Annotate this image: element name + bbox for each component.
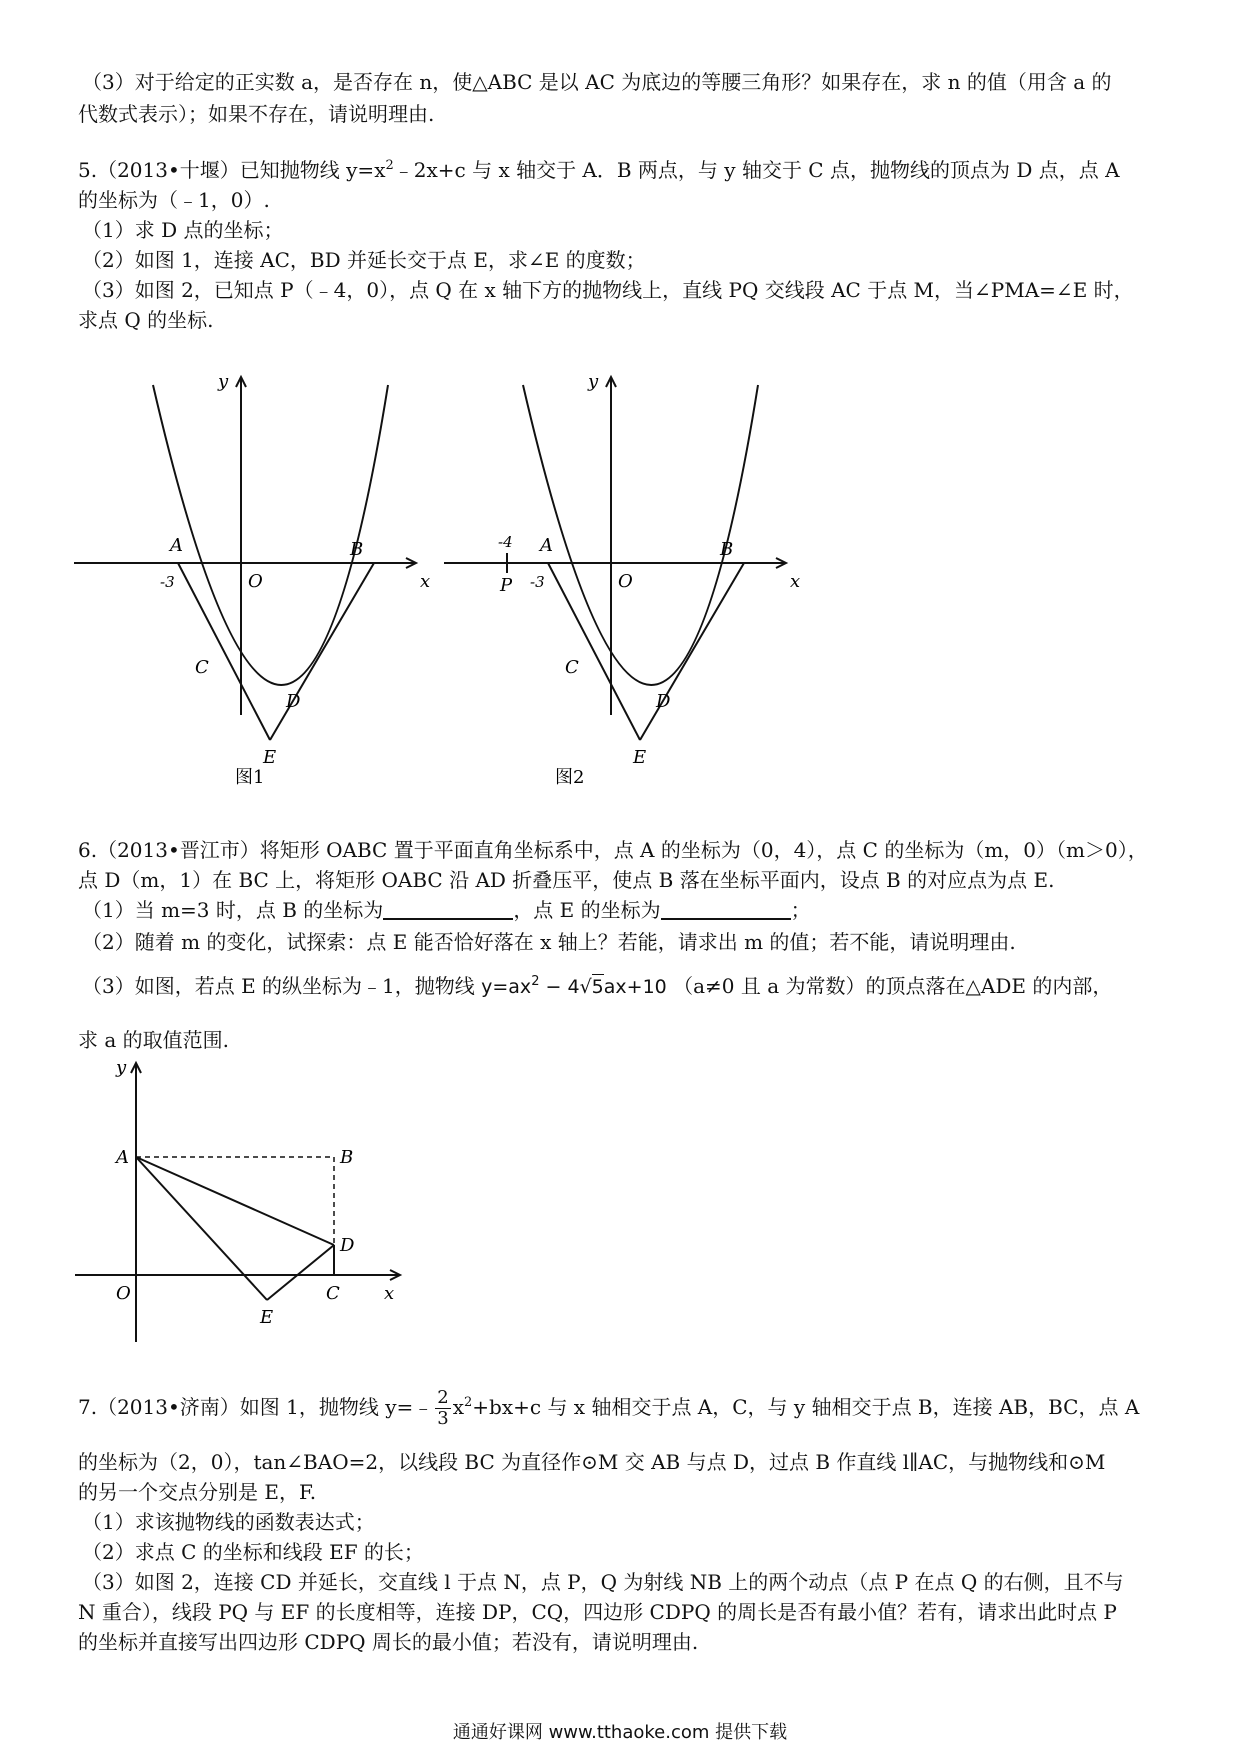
line-bd-extended xyxy=(270,563,374,740)
q6-part3-line2: 求 a 的取值范围. xyxy=(78,1028,229,1052)
line-bd-extended xyxy=(640,563,744,740)
answer-blank-e xyxy=(661,898,791,920)
label-d: D xyxy=(286,691,301,712)
label-e: E xyxy=(260,1307,274,1328)
label-y: y xyxy=(218,371,229,392)
q6-part2: （2）随着 m 的变化，试探索：点 E 能否恰好落在 x 轴上？若能，请求出 m 的值；若不能，请说明理由. xyxy=(82,930,1016,954)
q6-line1: 6.（2013•晋江市）将矩形 OABC 置于平面直角坐标系中，点 A 的坐标为（0，4），点 C 的坐标为（m，0）（m＞0）， xyxy=(78,838,1148,862)
label-e: E xyxy=(633,747,647,768)
q6-part1: （1）当 m=3 时，点 B 的坐标为 ，点 E 的坐标为 ； xyxy=(82,898,811,922)
label-p: P xyxy=(500,575,513,596)
q4-part3-line1: （3）对于给定的正实数 a，是否存在 n，使△ABC 是以 AC 为底边的等腰三角形？如果存在，求 n 的值（用含 a 的 xyxy=(82,70,1112,94)
label-x: x xyxy=(420,571,431,592)
label-b: B xyxy=(720,539,734,560)
parabola xyxy=(523,385,758,685)
label-minus4: -4 xyxy=(498,533,513,551)
figure-2-caption: 图2 xyxy=(555,767,585,785)
label-a: A xyxy=(116,1147,129,1168)
label-minus3: -3 xyxy=(530,573,545,591)
label-b: B xyxy=(350,539,364,560)
q6-parabola-formula: $y=ax^2 - 4√5ax+10$ xyxy=(481,974,667,998)
segment-ad xyxy=(136,1157,334,1245)
q5-part3-line1: （3）如图 2，已知点 P（﹣4，0），点 Q 在 x 轴下方的抛物线上，直线 PQ 交线段 AC 于点 M，当∠PMA=∠E 时， xyxy=(82,278,1134,302)
label-o: O xyxy=(248,571,263,592)
label-b: B xyxy=(340,1147,354,1168)
page-footer: 通通好课网 www.tthaoke.com 提供下载 xyxy=(452,1722,788,1743)
q7-line3: 的另一个交点分别是 E，F. xyxy=(78,1480,317,1504)
label-o: O xyxy=(116,1283,131,1304)
q5-line1: 5.（2013•十堰）已知抛物线 $y=x^2﹣2x+c$ 与 x 轴交于 A．B 两点，与 y 轴交于 C 点，抛物线的顶点为 D 点，点 A xyxy=(78,158,1120,182)
q4-part3-line2: 代数式表示）；如果不存在，请说明理由. xyxy=(78,102,435,126)
figure-1-caption: 图1 xyxy=(235,767,265,785)
q7-line2: 的坐标为（2，0），tan∠BAO=2，以线段 BC 为直径作⊙M 交 AB 与点 D，过点 B 作直线 l∥AC，与抛物线和⊙M xyxy=(78,1450,1106,1474)
label-e: E xyxy=(263,747,277,768)
q5-part3-line2: 求点 Q 的坐标. xyxy=(78,308,214,332)
q6-part3-line1: （3）如图，若点 E 的纵坐标为﹣1，抛物线 $y=ax^2 - 4√5ax+10$ （a≠0 且 a 为常数）的顶点落在△ADE 的内部， xyxy=(82,974,1113,998)
label-y: y xyxy=(116,1057,127,1078)
label-d: D xyxy=(656,691,671,712)
q6-figure xyxy=(70,1055,410,1355)
label-c: C xyxy=(565,657,579,678)
q7-part2: （2）求点 C 的坐标和线段 EF 的长； xyxy=(82,1540,424,1564)
q5-part2: （2）如图 1，连接 AC，BD 并延长交于点 E，求∠E 的度数； xyxy=(82,248,646,272)
q7-part3-line2: N 重合），线段 PQ 与 EF 的长度相等，连接 DP，CQ，四边形 CDPQ 的周长是否有最小值？若有，请求出此时点 P xyxy=(78,1600,1117,1624)
label-a: A xyxy=(170,535,183,556)
segment-ed xyxy=(267,1245,334,1300)
label-c: C xyxy=(195,657,209,678)
parabola xyxy=(153,385,388,685)
q6-line2: 点 D（m，1）在 BC 上，将矩形 OABC 沿 AD 折叠压平，使点 B 落在坐标平面内，设点 B 的对应点为点 E. xyxy=(78,868,1055,892)
label-a: A xyxy=(540,535,553,556)
label-o: O xyxy=(618,571,633,592)
q5-line2: 的坐标为（﹣1，0）. xyxy=(78,188,270,212)
label-x: x xyxy=(384,1283,395,1304)
q7-part3-line3: 的坐标并直接写出四边形 CDPQ 周长的最小值；若没有，请说明理由. xyxy=(78,1630,699,1654)
q7-part1: （1）求该抛物线的函数表达式； xyxy=(82,1510,375,1534)
label-c: C xyxy=(326,1283,340,1304)
segment-ae xyxy=(136,1157,267,1300)
q5-figure-2 xyxy=(430,365,810,785)
q7-part3-line1: （3）如图 2，连接 CD 并延长，交直线 l 于点 N，点 P，Q 为射线 NB 上的两个动点（点 P 在点 Q 的右侧，且不与 xyxy=(82,1570,1124,1594)
label-x: x xyxy=(790,571,801,592)
label-minus3: -3 xyxy=(160,573,175,591)
fraction-two-thirds: $\frac{2}{3}$ xyxy=(437,1387,449,1429)
answer-blank-b xyxy=(383,898,513,920)
label-y: y xyxy=(588,371,599,392)
label-d: D xyxy=(340,1235,355,1256)
q7-line1: 7.（2013•济南）如图 1，抛物线 y=﹣ $\frac{2}{3}$ $x^2+bx+c$ 与 x 轴相交于点 A，C，与 y 轴相交于点 B，连接 AB，BC，点 A xyxy=(78,1387,1140,1429)
q5-part1: （1）求 D 点的坐标； xyxy=(82,218,284,242)
q5-figure-1 xyxy=(60,365,440,785)
